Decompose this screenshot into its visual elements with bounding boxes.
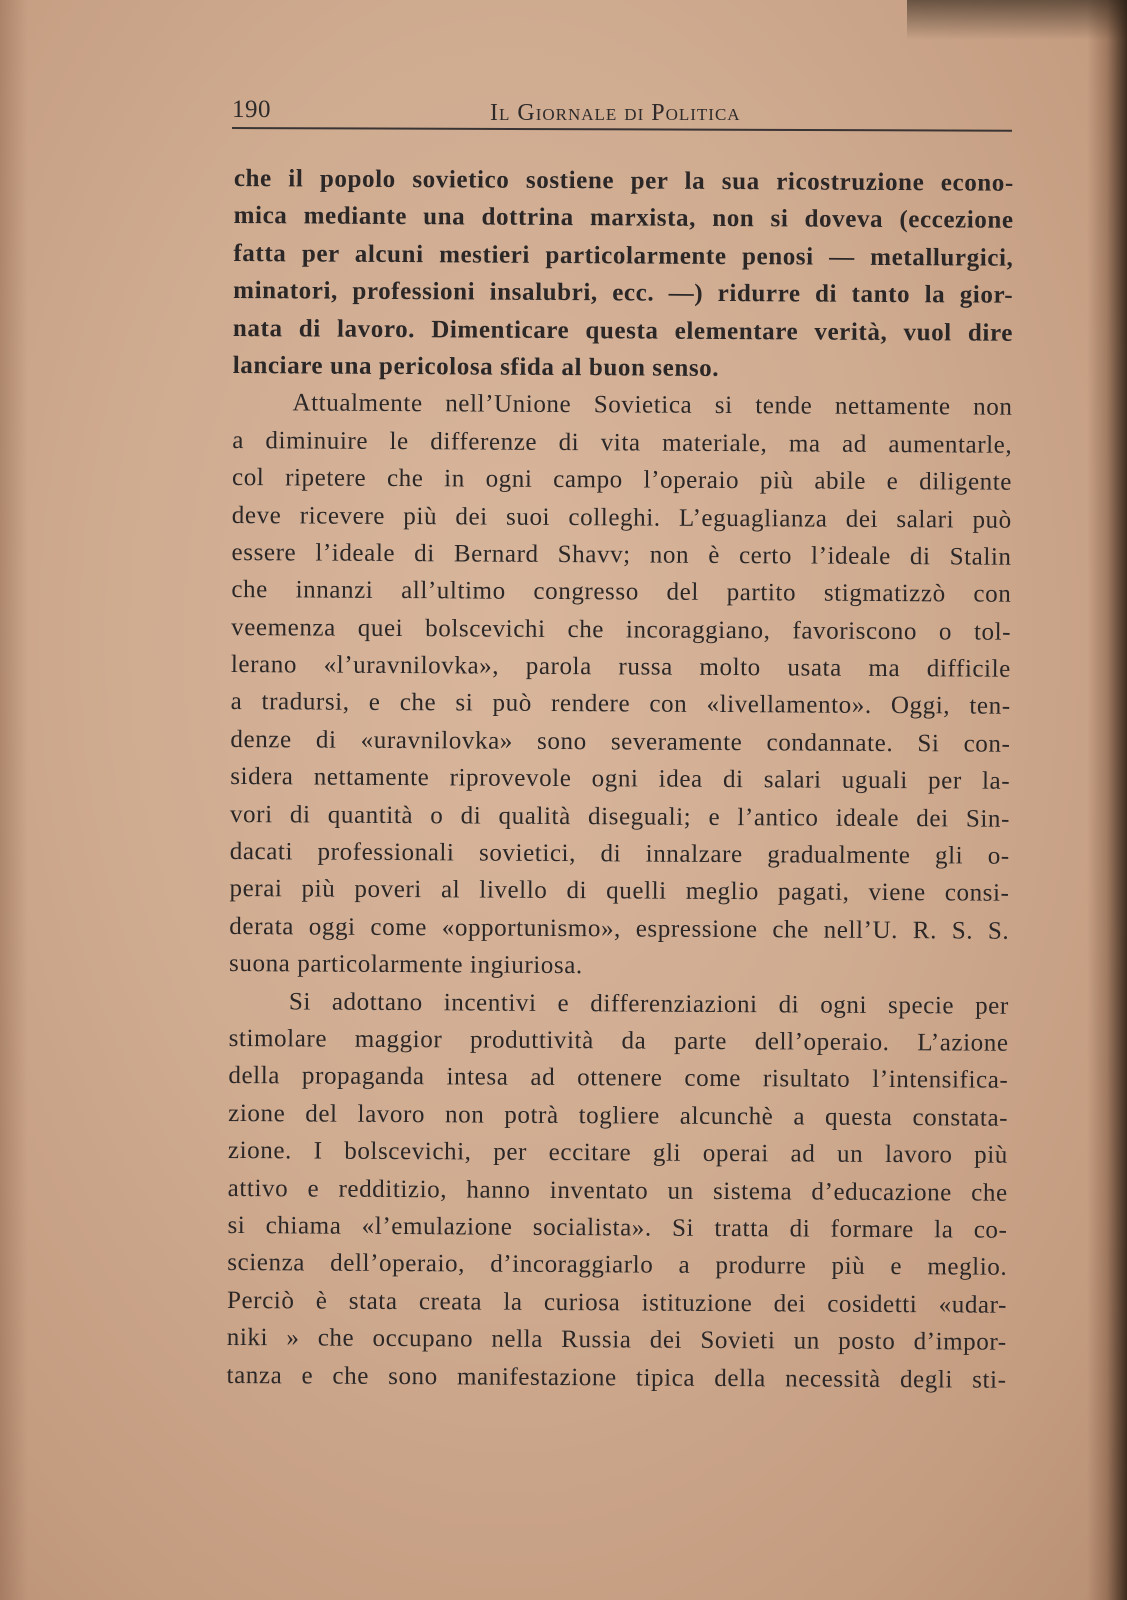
- text-line: scienza dell’operaio, d’incoraggiarlo a produrre più e meglio.: [227, 1249, 1008, 1282]
- text-line: nata di lavoro. Dimenticare questa elementare verità, vuol dire: [232, 314, 1014, 347]
- text-line: attivo e redditizio, hanno inventato un sistema d’educazione che: [227, 1174, 1008, 1207]
- text-line: minatori, professioni insalubri, ecc. —) ridurre di tanto la gior-: [233, 277, 1014, 309]
- text-line: stimolare maggior produttività da parte dell’operaio. L’azione: [228, 1024, 1009, 1057]
- text-line: mica mediante una dottrina marxista, non si doveva (eccezione: [233, 202, 1014, 235]
- text-line: veemenza quei bolscevichi che incoraggiano, favoriscono o tol-: [231, 613, 1012, 646]
- page-corner-shadow: [907, 0, 1127, 40]
- page-header: [232, 96, 1012, 132]
- running-title: Il Giornale di Politica: [490, 100, 741, 126]
- text-line: della propaganda intesa ad ottenere come risultato l’intensifica-: [228, 1062, 1009, 1095]
- text-line: a diminuire le differenze di vita materiale, ma ad aumentarle,: [232, 426, 1013, 459]
- page-edge-shadow-left: [0, 0, 28, 1600]
- text-line: niki » che occupano nella Russia dei Sovieti un posto d’impor-: [226, 1324, 1007, 1356]
- text-line: dacati professionali sovietici, di innalzare gradualmente gli o-: [229, 838, 1010, 870]
- text-line: che il popolo sovietico sostiene per la sua ricostruzione econo-: [233, 164, 1014, 197]
- text-line: vori di quantità o di qualità diseguali; e l’antico ideale dei Sin-: [229, 800, 1011, 833]
- text-line: zione del lavoro non potrà togliere alcunchè a questa constata-: [228, 1099, 1009, 1132]
- text-line: sidera nettamente riprovevole ogni idea di salari uguali per la-: [230, 763, 1011, 796]
- text-line: Si adottano incentivi e differenziazioni di ogni specie per: [288, 987, 1009, 1020]
- text-line: Perciò è stata creata la curiosa istituzione dei cosidetti «udar-: [226, 1286, 1008, 1319]
- text-line: a tradursi, e che si può rendere con «livellamento». Oggi, ten-: [230, 688, 1011, 721]
- text-line: deve ricevere più dei suoi colleghi. L’eguaglianza dei salari può: [231, 501, 1012, 534]
- text-line: lanciare una pericolosa sfida al buon senso.: [232, 351, 720, 382]
- text-line: perai più poveri al livello di quelli meglio pagati, viene consi-: [229, 875, 1010, 908]
- page-edge-shadow-right: [1087, 0, 1127, 1600]
- header-rule: [232, 127, 1012, 131]
- text-line: tanza e che sono manifestazione tipica della necessità degli sti-: [226, 1361, 1007, 1394]
- text-line: zione. I bolscevichi, per eccitare gli operai ad un lavoro più: [227, 1137, 1009, 1169]
- body-text: [226, 160, 1014, 1399]
- text-line: si chiama «l’emulazione socialista». Si tratta di formare la co-: [227, 1211, 1008, 1244]
- text-line: lerano «l’uravnilovka», parola russa molto usata ma difficile: [230, 651, 1011, 683]
- text-line: che innanzi all’ultimo congresso del partito stigmatizzò con: [231, 576, 1012, 609]
- text-line: derata oggi come «opportunismo», espressione che nell’U. R. S. S.: [229, 912, 1010, 945]
- page-number: 190: [232, 96, 271, 123]
- text-line: essere l’ideale di Bernard Shavv; non è certo l’ideale di Stalin: [231, 538, 1012, 571]
- text-line: fatta per alcuni mestieri particolarmente penosi — metallurgici,: [233, 239, 1014, 272]
- text-line: denze di «uravnilovka» sono severamente condannate. Si con-: [230, 725, 1011, 758]
- text-line: Attualmente nell’Unione Sovietica si tende nettamente non: [292, 389, 1013, 422]
- text-line: col ripetere che in ogni campo l’operaio più abile e diligente: [231, 464, 1013, 496]
- text-line: suona particolarmente ingiuriosa.: [229, 950, 583, 980]
